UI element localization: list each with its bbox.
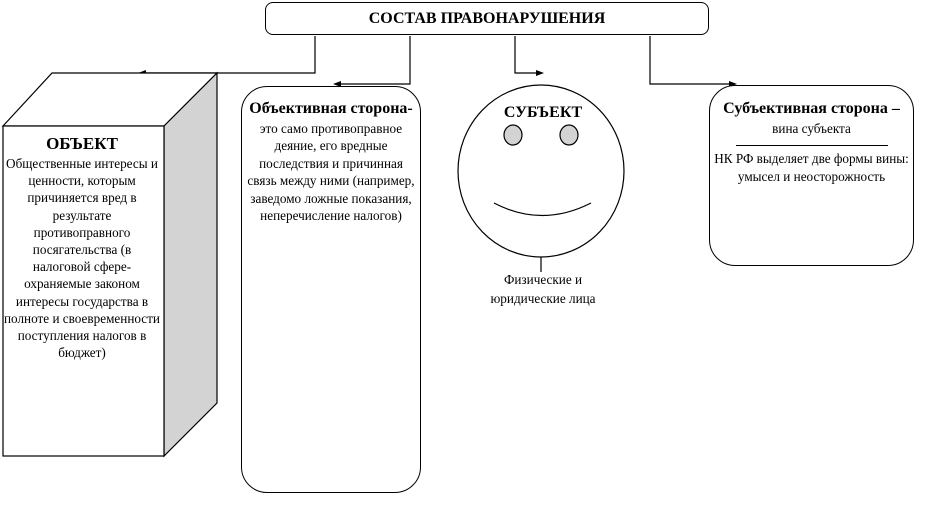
- connector-object: [145, 36, 315, 73]
- subjective-side-subheading: вина субъекта: [772, 120, 851, 136]
- connector-subjective-side: [650, 36, 730, 84]
- arrowhead-subject: [536, 70, 544, 76]
- diagram-title-box: [265, 2, 709, 35]
- objective-side-heading: Объективная сторона-: [249, 100, 413, 117]
- objective-side-body: это само противоправное деяние, его вредные последствия и причинная связь между ними (например, заведомо ложные показания, неперечисление налогов): [247, 120, 415, 223]
- object-cube-side: [164, 73, 217, 456]
- diagram-title: СОСТАВ ПРАВОНАРУШЕНИЯ: [368, 9, 606, 27]
- subjective-side-body: НК РФ выделяет две формы вины: умысел и неосторожность: [714, 150, 909, 184]
- object-heading: ОБЪЕКТ: [46, 134, 118, 153]
- subjective-side-block: [713, 99, 910, 186]
- subject-right-eye: [560, 125, 578, 145]
- subjective-side-divider: [736, 145, 888, 146]
- subject-heading: СУБЪЕКТ: [503, 104, 583, 121]
- objective-side-block: [246, 99, 416, 225]
- object-block: [4, 134, 160, 361]
- subjective-side-heading: Субъективная сторона –: [723, 100, 900, 117]
- subject-left-eye: [504, 125, 522, 145]
- connector-objective-side: [340, 36, 410, 84]
- connector-subject: [515, 36, 537, 73]
- object-body: Общественные интересы и ценности, которым причиняется вред в результате противоправного посягательства (в налоговой сфере- охраняемые законом интересы государства в полноте и своевременности поступления налогов в бюджет): [4, 156, 160, 361]
- subject-caption: Физические и юридические лица: [490, 272, 596, 306]
